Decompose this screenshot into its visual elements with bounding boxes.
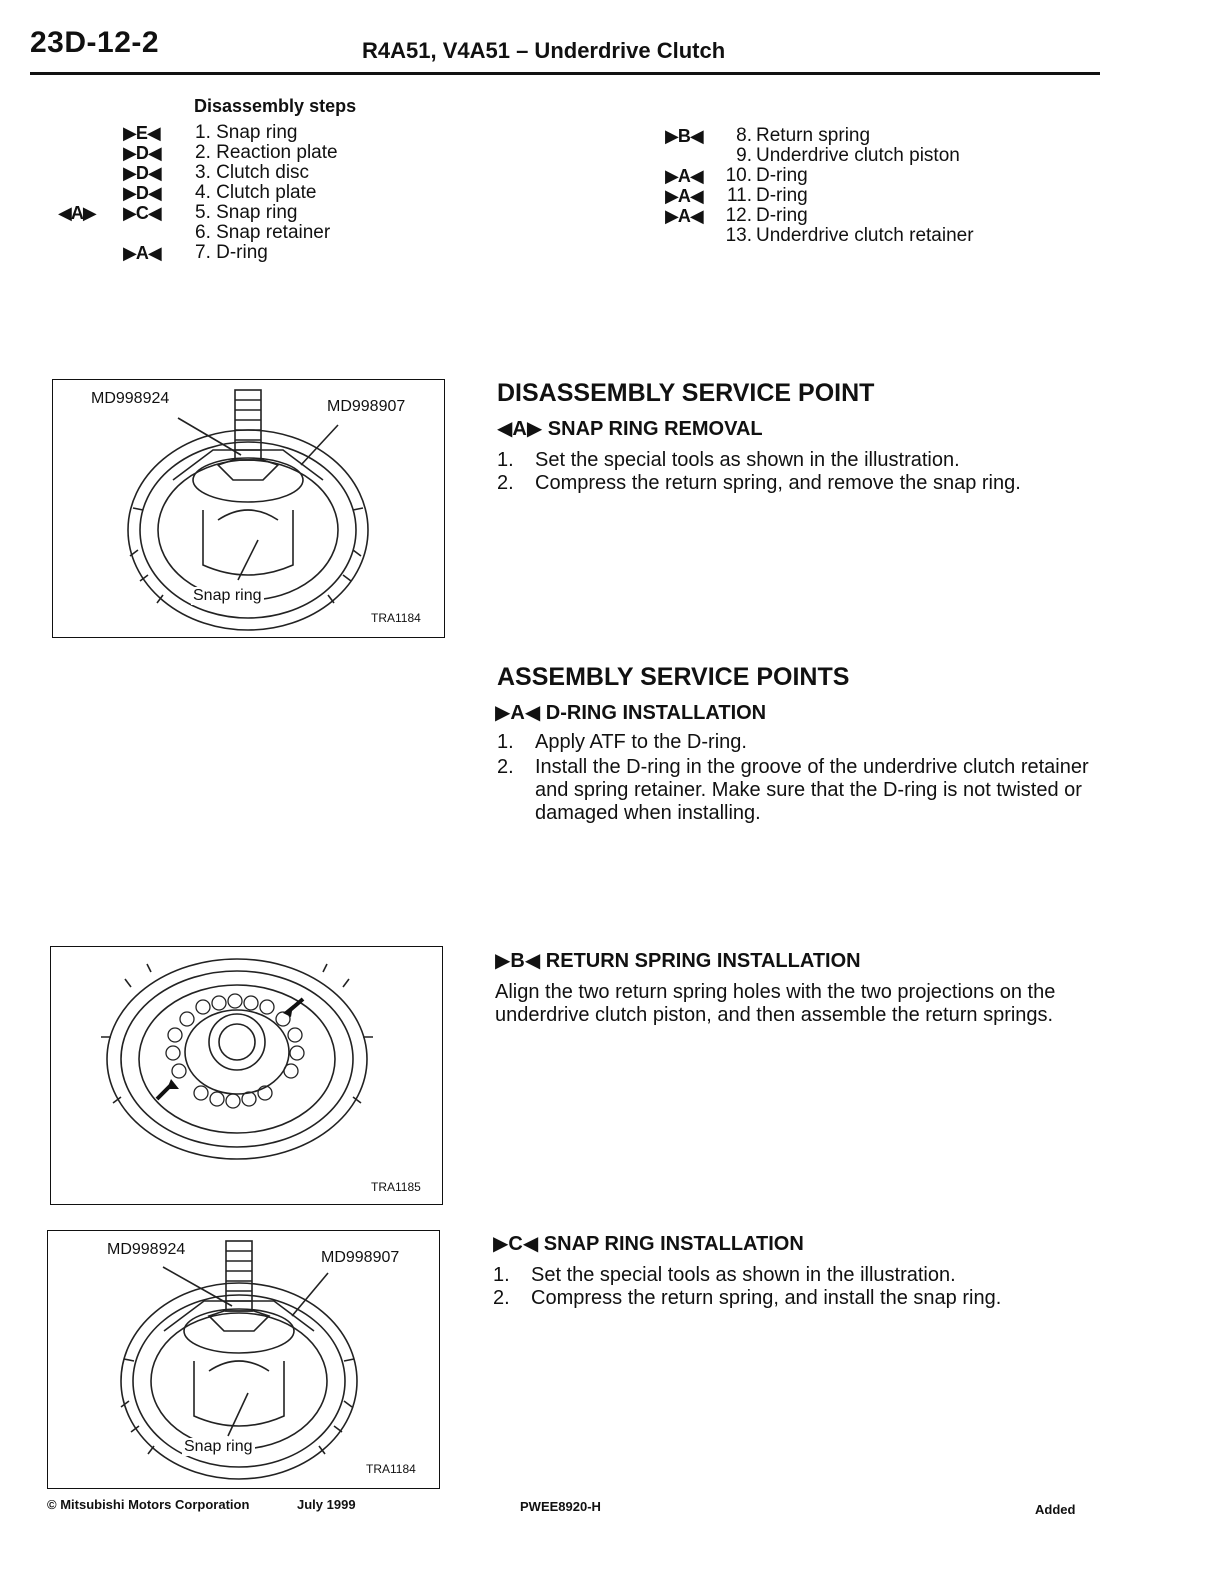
header-rule: [30, 72, 1100, 75]
step-mark: ▶D◀: [123, 183, 161, 203]
step-mark: ▶E◀: [123, 123, 160, 143]
subsection-heading: ▶A◀ D-RING INSTALLATION: [495, 702, 767, 724]
subsection-heading: ◀A▶ SNAP RING REMOVAL: [497, 418, 763, 440]
callout-label: Snap ring: [184, 1438, 253, 1455]
tool-label: MD998907: [321, 1249, 400, 1266]
figure-snap-ring-removal: [52, 379, 445, 638]
tool-label: MD998924: [107, 1241, 186, 1258]
figure-return-spring: [50, 946, 443, 1205]
step-mark: ▶D◀: [123, 163, 161, 183]
figure-snap-ring-installation: [47, 1230, 440, 1489]
figure-code: TRA1184: [366, 1462, 416, 1476]
list-item: 1. Set the special tools as shown in the illustration.: [497, 449, 960, 471]
step-item: 6. Snap retainer: [195, 222, 331, 243]
subsection-heading: ▶C◀ SNAP RING INSTALLATION: [493, 1233, 804, 1255]
step-mark: ▶A◀: [123, 243, 161, 263]
footer-copyright: © Mitsubishi Motors Corporation: [47, 1497, 250, 1512]
step-item: 7. D-ring: [195, 242, 268, 263]
section-heading: ASSEMBLY SERVICE POINTS: [497, 663, 850, 691]
step-item: 10. D-ring: [725, 165, 808, 186]
disassembly-mark: ◀A▶: [58, 203, 96, 223]
step-mark: ▶A◀: [665, 166, 703, 186]
step-item: 11. D-ring: [726, 185, 808, 206]
list-item: 1. Set the special tools as shown in the illustration.: [493, 1264, 956, 1286]
step-item: 3. Clutch disc: [195, 162, 310, 183]
step-item: 5. Snap ring: [195, 202, 298, 223]
figure-code: TRA1184: [371, 611, 421, 625]
step-item: 8. Return spring: [736, 125, 871, 146]
list-item: 2. Install the D-ring in the groove of the underdrive clutch retainer and spring retainer. Make sure that the D-ring is not twisted or damaged when installing.: [497, 756, 1089, 824]
step-mark: ▶A◀: [665, 186, 703, 206]
list-item: 2. Compress the return spring, and install the snap ring.: [493, 1287, 1002, 1309]
step-mark: ▶C◀: [123, 203, 161, 223]
disassembly-steps-title: Disassembly steps: [194, 96, 357, 116]
page-number: 23D-12-2: [30, 26, 160, 59]
page-title: R4A51, V4A51 – Underdrive Clutch: [362, 38, 726, 63]
footer-date: July 1999: [297, 1497, 356, 1512]
callout-label: Snap ring: [193, 587, 262, 604]
figure-code: TRA1185: [371, 1180, 421, 1194]
step-item: 12. D-ring: [725, 205, 808, 226]
step-item: 13. Underdrive clutch retainer: [725, 225, 974, 246]
tool-label: MD998924: [91, 390, 170, 407]
list-item: 1. Apply ATF to the D-ring.: [497, 731, 747, 753]
step-item: 1. Snap ring: [195, 122, 298, 143]
footer-status: Added: [1035, 1502, 1076, 1517]
footer-doc-code: PWEE8920-H: [520, 1499, 601, 1514]
step-mark: ▶B◀: [665, 126, 703, 146]
step-item: 4. Clutch plate: [195, 182, 317, 203]
step-item: 9. Underdrive clutch piston: [736, 145, 960, 166]
step-mark: ▶A◀: [665, 206, 703, 226]
section-heading: DISASSEMBLY SERVICE POINT: [497, 379, 875, 407]
list-item: 2. Compress the return spring, and remove the snap ring.: [497, 472, 1021, 494]
paragraph: Align the two return spring holes with the two projections on the underdrive clutch piston, and then assemble the return springs.: [495, 981, 1056, 1026]
tool-label: MD998907: [327, 398, 406, 415]
subsection-heading: ▶B◀ RETURN SPRING INSTALLATION: [495, 950, 861, 972]
step-item: 2. Reaction plate: [195, 142, 338, 163]
step-mark: ▶D◀: [123, 143, 161, 163]
return-spring-illustration: [51, 947, 442, 1204]
